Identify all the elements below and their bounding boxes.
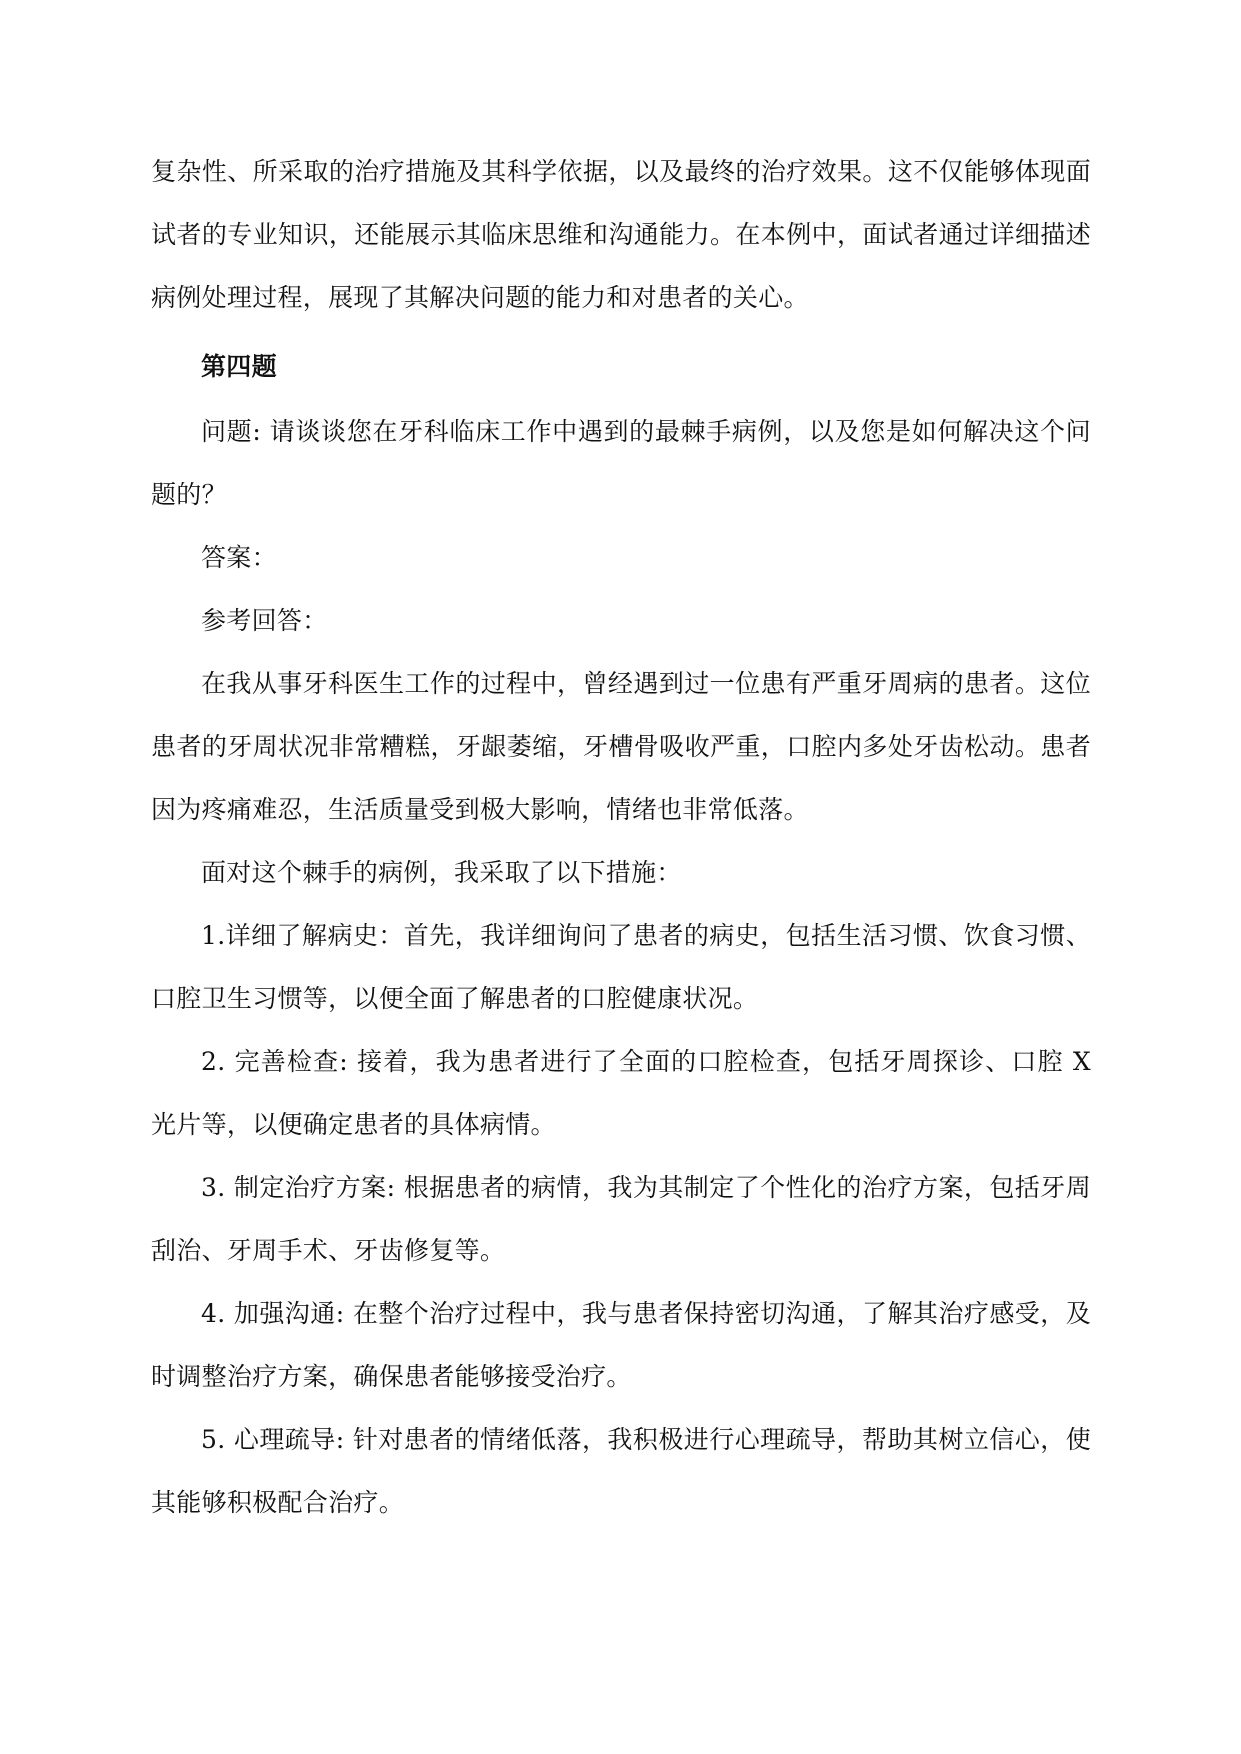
answer-label: 答案： [201,543,277,572]
measures-intro-paragraph: 面对这个棘手的病例，我采取了以下措施： [201,858,682,887]
measure-item-3: 3. 制定治疗方案: 根据患者的病情，我为其制定了个性化的治疗方案，包括牙周刮治、牙周手术、牙齿修复等。 [151,1173,1091,1265]
measure-item-5: 5. 心理疏导: 针对患者的情绪低落，我积极进行心理疏导，帮助其树立信心，使其能够积极配合治疗。 [151,1425,1091,1517]
document-page [151,140,1091,1534]
intro-paragraph: 复杂性、所采取的治疗措施及其科学依据，以及最终的治疗效果。这不仅能够体现面试者的专业知识，还能展示其临床思维和沟通能力。在本例中，面试者通过详细描述病例处理过程，展现了其解决问题的能力和对患者的关心。 [151,157,1091,312]
section-heading: 第四题 [201,352,277,381]
measure-item-1: 1.详细了解病史：首先，我详细询问了患者的病史，包括生活习惯、饮食习惯、口腔卫生习惯等，以便全面了解患者的口腔健康状况。 [151,921,1091,1013]
case-description-paragraph: 在我从事牙科医生工作的过程中，曾经遇到过一位患有严重牙周病的患者。这位患者的牙周状况非常糟糕，牙龈萎缩，牙槽骨吸收严重，口腔内多处牙齿松动。患者因为疼痛难忍，生活质量受到极大影响，情绪也非常低落。 [151,669,1091,824]
question-paragraph: 问题: 请谈谈您在牙科临床工作中遇到的最棘手病例，以及您是如何解决这个问题的？ [151,417,1091,509]
measure-item-2: 2. 完善检查: 接着，我为患者进行了全面的口腔检查，包括牙周探诊、口腔 X 光片等，以便确定患者的具体病情。 [151,1047,1091,1139]
reference-answer-label: 参考回答： [201,606,328,635]
measure-item-4: 4. 加强沟通: 在整个治疗过程中，我与患者保持密切沟通，了解其治疗感受，及时调整治疗方案，确保患者能够接受治疗。 [151,1299,1091,1391]
